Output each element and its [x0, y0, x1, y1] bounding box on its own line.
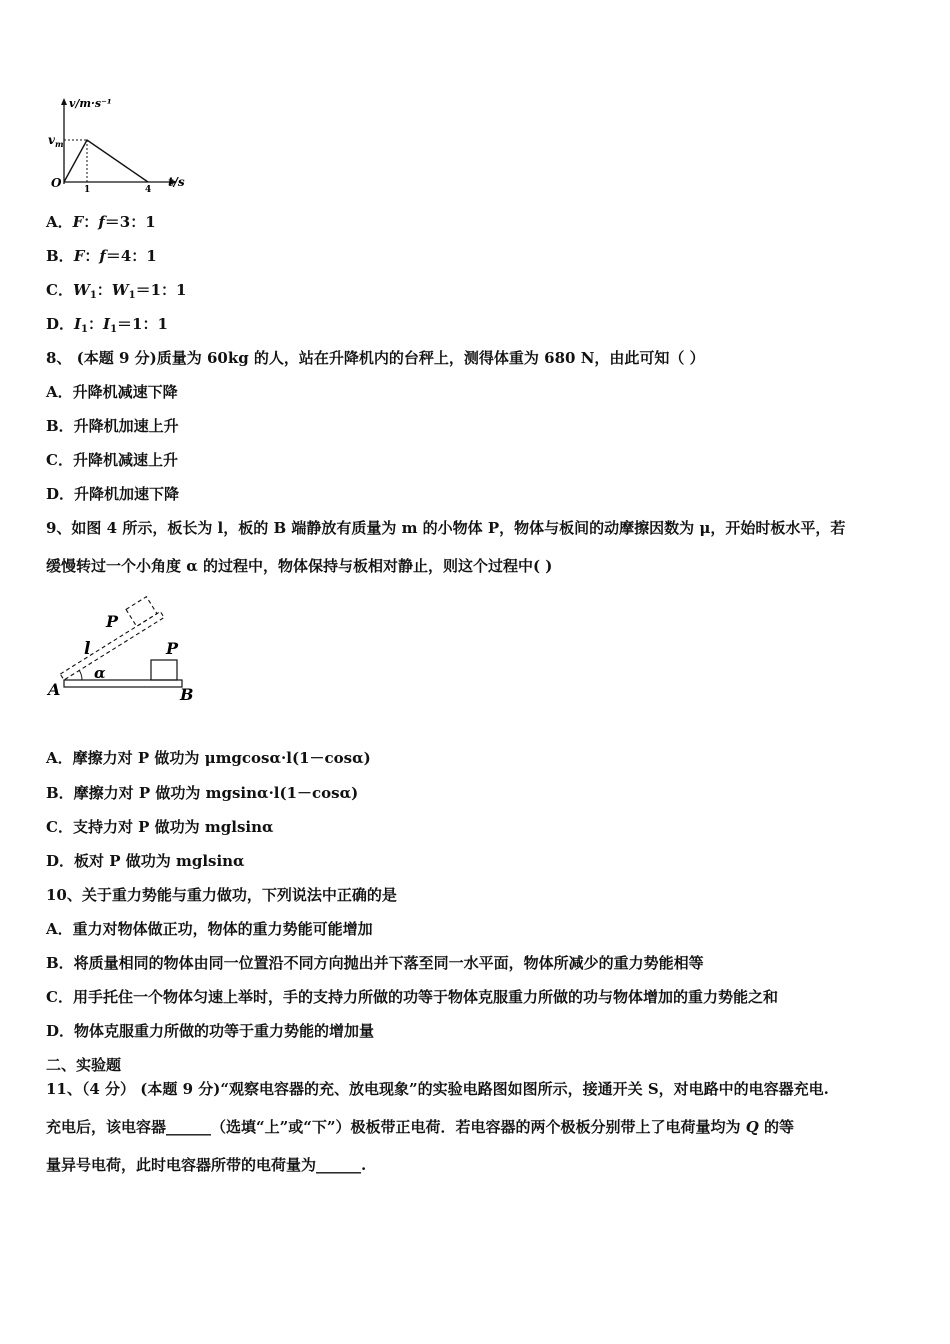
q8-option-a: A．升降机减速下降 [46, 383, 178, 401]
q11-line2: 充电后，该电容器______（选填“上”或“下”）极板带正电荷．若电容器的两个极板分别带上了电荷量均为 Q 的等 [46, 1118, 795, 1136]
q10-option-a: A．重力对物体做正功，物体的重力势能可能增加 [46, 920, 373, 938]
q10-option-c: C．用手托住一个物体匀速上举时，手的支持力所做的功等于物体克服重力所做的功与物体增加的重力势能之和 [46, 988, 778, 1006]
label-p-top: P [106, 612, 119, 631]
label-a: A [48, 680, 61, 699]
q9-option-c: C．支持力对 P 做功为 mglsinα [46, 818, 274, 836]
q7-option-c: C．$W_1$：$W_1=1$：1 [46, 281, 187, 301]
y-axis-arrow [61, 98, 67, 105]
vm-label: $v_m$ [48, 133, 64, 149]
velocity-time-graph [44, 94, 194, 194]
block-p [151, 660, 177, 680]
tilted-board-dashed [50, 595, 164, 680]
board [64, 680, 182, 687]
q10-option-d: D．物体克服重力所做的功等于重力势能的增加量 [46, 1022, 375, 1040]
q8-stem: 8、 (本题 9 分)质量为 60kg 的人，站在升降机内的台秤上，测得体重为 680 N，由此可知（ ） [46, 349, 705, 367]
q9-option-d: D．板对 P 做功为 mglsinα [46, 852, 245, 870]
q9-option-b: B．摩擦力对 P 做功为 mgsinα·l(1－cosα) [46, 784, 359, 802]
label-l: l [84, 639, 91, 659]
tick-1-label: 1 [84, 185, 91, 194]
section-heading: 二、实验题 [46, 1056, 122, 1074]
q7-option-b: B．F：f＝4：1 [46, 247, 157, 265]
q9-stem-line1: 9、如图 4 所示，板长为 l，板的 B 端静放有质量为 m 的小物体 P，物体与板间的动摩擦因数为 μ，开始时板水平，若 [46, 519, 846, 537]
q11-line3: 量异号电荷，此时电容器所带的电荷量为______. [46, 1156, 367, 1174]
q7-option-a: A．F：f＝3：1 [46, 213, 156, 231]
q7-option-d: D．$I_1$：$I_1=1$：1 [46, 315, 168, 335]
q11-line1: 11、（4 分） (本题 9 分)“观察电容器的充、放电现象”的实验电路图如图所示，接通开关 S，对电路中的电容器充电. [46, 1080, 829, 1098]
q9-stem-line2: 缓慢转过一个小角度 α 的过程中，物体保持与板相对静止，则这个过程中( ) [46, 557, 553, 575]
q9-option-a: A．摩擦力对 P 做功为 μmgcosα·l(1－cosα) [46, 749, 371, 767]
x-axis-label: t/s [168, 175, 185, 189]
origin-label: O [51, 176, 62, 190]
tick-4-label: 4 [145, 185, 152, 194]
inclined-board-figure [44, 592, 204, 707]
q10-stem: 10、关于重力势能与重力做功，下列说法中正确的是 [46, 886, 397, 904]
q8-option-c: C．升降机减速上升 [46, 451, 178, 469]
label-b: B [180, 685, 194, 704]
q8-option-d: D．升降机加速下降 [46, 485, 180, 503]
y-axis-label: v/m·s⁻¹ [69, 97, 112, 110]
label-alpha: α [94, 664, 106, 682]
q10-option-b: B．将质量相同的物体由同一位置沿不同方向抛出并下落至同一水平面，物体所减少的重力势能相等 [46, 954, 704, 972]
velocity-line [64, 140, 148, 182]
label-p-right: P [166, 639, 179, 658]
angle-arc [79, 670, 82, 680]
q8-option-b: B．升降机加速上升 [46, 417, 179, 435]
